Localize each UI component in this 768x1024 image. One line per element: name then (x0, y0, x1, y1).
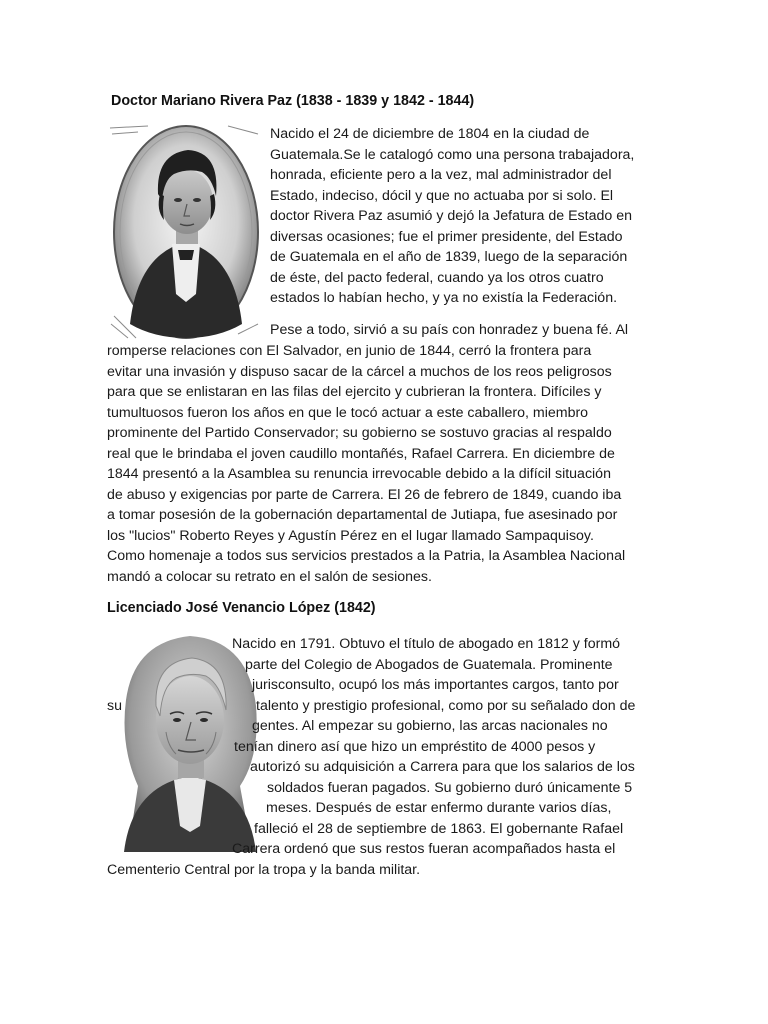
text-line: autorizó su adquisición a Carrera para que los salarios de los (250, 759, 635, 775)
text-line: Como homenaje a todos sus servicios prestados a la Patria, la Asamblea Nacional (107, 548, 626, 564)
text-line: de Guatemala en el año de 1839, luego de la separación (270, 249, 628, 265)
rivera-paz-portrait (108, 124, 260, 342)
text-line: prominente del Partido Conservador; su gobierno se sostuvo gracias al respaldo (107, 425, 612, 441)
text-line: Carrera ordenó que sus restos fueran acompañados hasta el (232, 841, 616, 857)
text-line: Guatemala.Se le catalogó como una persona trabajadora, (270, 146, 635, 163)
text-line: honrada, eficiente pero a la vez, mal administrador del (270, 167, 612, 183)
text-line: de éste, del pacto federal, cuando ya los otros cuatro (270, 269, 604, 286)
section2-title: Licenciado José Venancio López (1842) (107, 600, 376, 616)
text-line: evitar una invasión y dispuso sacar de la cárcel a muchos de los reos peligrosos (107, 363, 612, 380)
text-line: Pese a todo, sirvió a su país con honradez y buena fé. Al (270, 322, 629, 338)
text-line: Cementerio Central por la tropa y la banda militar. (107, 861, 421, 878)
text-line: real que le brindaba el joven caudillo montañés, Rafael Carrera. En diciembre de (107, 445, 615, 462)
text-line: para que se enlistaran en las filas del ejercito y cubrieran la frontera. Difíciles y (107, 384, 602, 400)
text-line: 1844 presentó a la Asamblea su renuncia irrevocable debido a la difícil situación (107, 466, 611, 482)
text-line: soldados fueran pagados. Su gobierno duró únicamente 5 (267, 779, 633, 796)
text-line: mandó a colocar su retrato en el salón de sesiones. (107, 568, 432, 585)
text-line: de abuso y exigencias por parte de Carrera. El 26 de febrero de 1849, cuando iba (107, 486, 622, 503)
text-line: parte del Colegio de Abogados de Guatemala. Prominente (245, 656, 613, 673)
text-line: Nacido el 24 de diciembre de 1804 en la ciudad de (270, 126, 590, 142)
text-line: tumultuosos fueron los años en que le tocó actuar a este caballero, miembro (107, 404, 589, 421)
text-line: los "lucios" Roberto Reyes y Agustín Pérez en el lugar llamado Sampaquisoy. (107, 527, 594, 544)
text-line: jurisconsulto, ocupó los más importantes cargos, tanto por (252, 677, 619, 693)
section1-title: Doctor Mariano Rivera Paz (1838 - 1839 y 1842 - 1844) (111, 93, 475, 109)
text-line: falleció el 28 de septiembre de 1863. El gobernante Rafael (254, 820, 624, 837)
text-line: Nacido en 1791. Obtuvo el título de abogado en 1812 y formó (232, 636, 621, 652)
text-line: diversas ocasiones; fue el primer presidente, del Estado (270, 228, 623, 245)
text-line: su (107, 697, 122, 714)
text-line: talento y prestigio profesional, como por su señalado don de (256, 697, 636, 714)
text-line: meses. Después de estar enfermo durante varios días, (266, 800, 612, 816)
text-line: doctor Rivera Paz asumió y dejó la Jefatura de Estado en (270, 208, 632, 224)
text-line: estados lo habían hecho, y ya no existía la Federación. (270, 290, 618, 306)
text-line: a tomar posesión de la gobernación departamental de Jutiapa, fue asesinado por (107, 507, 618, 523)
text-line: tenían dinero así que hizo un empréstito de 4000 pesos y (234, 738, 596, 755)
text-line: Estado, indeciso, dócil y que no actuaba por si solo. El (270, 187, 614, 204)
text-line: romperse relaciones con El Salvador, en junio de 1844, cerró la frontera para (107, 343, 592, 359)
text-line: gentes. Al empezar su gobierno, las arcas nacionales no (252, 718, 608, 734)
portrait-engraving-icon (108, 124, 260, 342)
